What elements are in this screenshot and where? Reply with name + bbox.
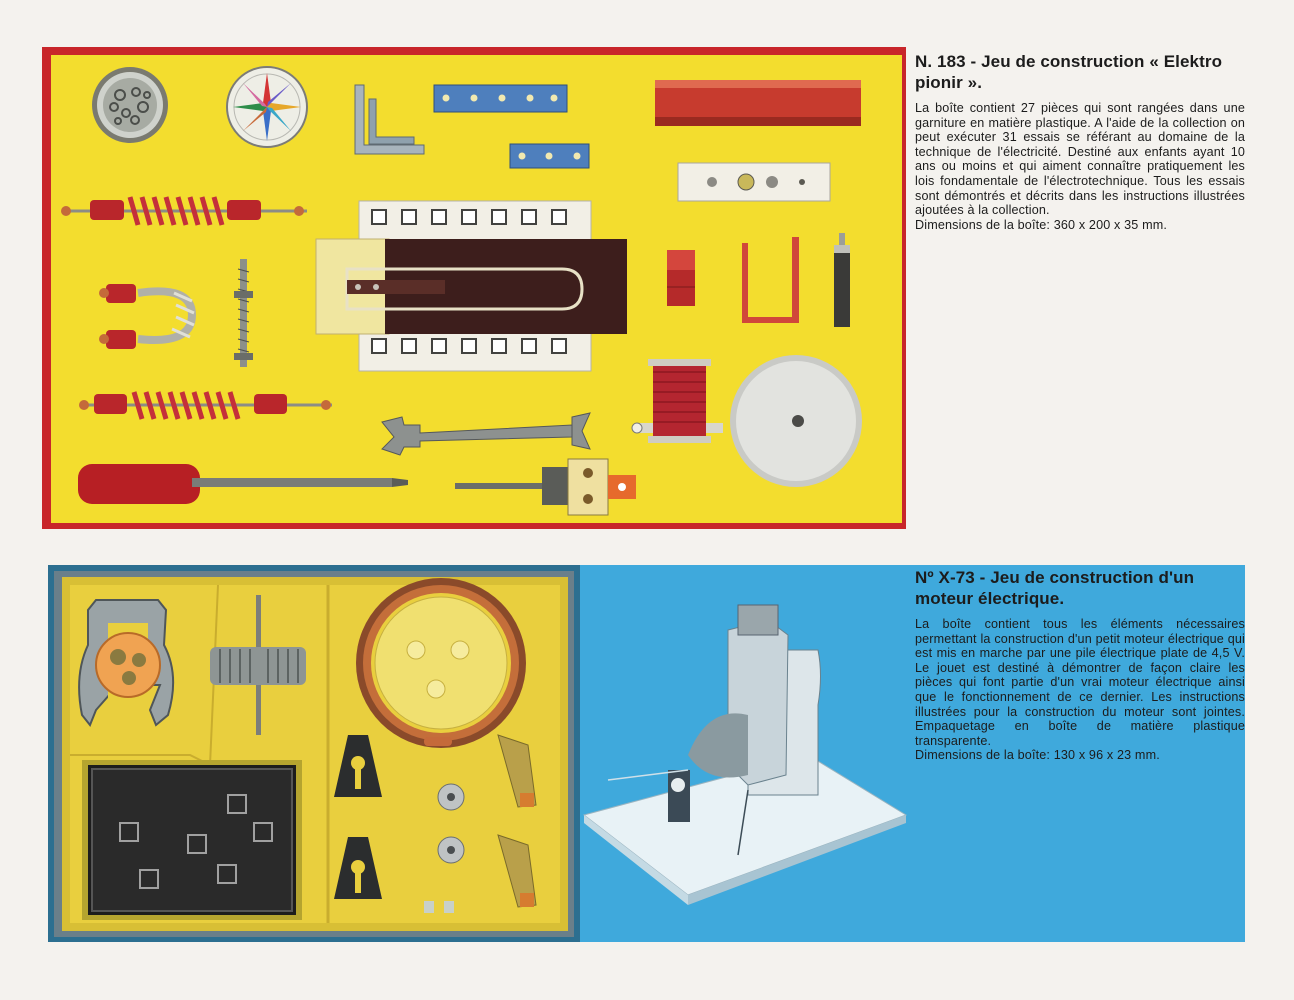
metal-disc (730, 355, 862, 487)
small-magnets (667, 250, 695, 306)
moteur-electrique-product-info (915, 567, 1245, 763)
copper-wire-coil (356, 578, 526, 748)
blue-strip-long (434, 85, 567, 112)
product-dimensions: Dimensions de la boîte: 360 x 200 x 35 mm. (915, 217, 1168, 232)
elektro-pionir-product-info (915, 51, 1245, 232)
pin (424, 737, 452, 746)
bar-magnet (655, 80, 861, 126)
soft-iron-plate (316, 239, 627, 334)
motor-base-plate (82, 760, 302, 920)
metal-clips-disk (92, 67, 168, 143)
cylinder-magnet (834, 233, 850, 327)
lamp-socket-strip (678, 163, 830, 201)
elektro-pionir-kit-photo (42, 47, 906, 529)
product-dimensions: Dimensions de la boîte: 130 x 96 x 23 mm. (915, 748, 1160, 763)
product-title: N. 183 - Jeu de construction « Elektro pionir ». (915, 52, 1223, 92)
blue-strip-short (510, 144, 589, 168)
compass (227, 67, 307, 147)
product-description: La boîte contient tous les éléments nécessaires permettant la construction d'un petit moteur électrique qui est mis en marche par une pile électrique plate de 4,5 V. Le jouet est destiné à démontrer de façon claire les pièces qui font partie d'un vrai moteur électrique ainsi que le fonctionnement de ce dernier. Les instructions illustrées pour la construction du moteur sont jointes. Empaquetage en boîte de matière plastique transparente. (915, 617, 1245, 748)
product-title: Nº X-73 - Jeu de construction d'un moteur électrique. (915, 568, 1195, 608)
product-description: La boîte contient 27 pièces qui sont rangées dans une garniture en matière plastique. A l'aide de la collection on peut exécuter 31 essais se référant au domaine de la technique de l'électricité. Destiné aux enfants ayant 10 ans ou moins et qui aiment connaître pratiquement les lois fondamentale de l'électrotechnique. Tous les essais sont démontrés et décrits dans les instructions illustrées ajoutées à la collection. (915, 101, 1245, 218)
